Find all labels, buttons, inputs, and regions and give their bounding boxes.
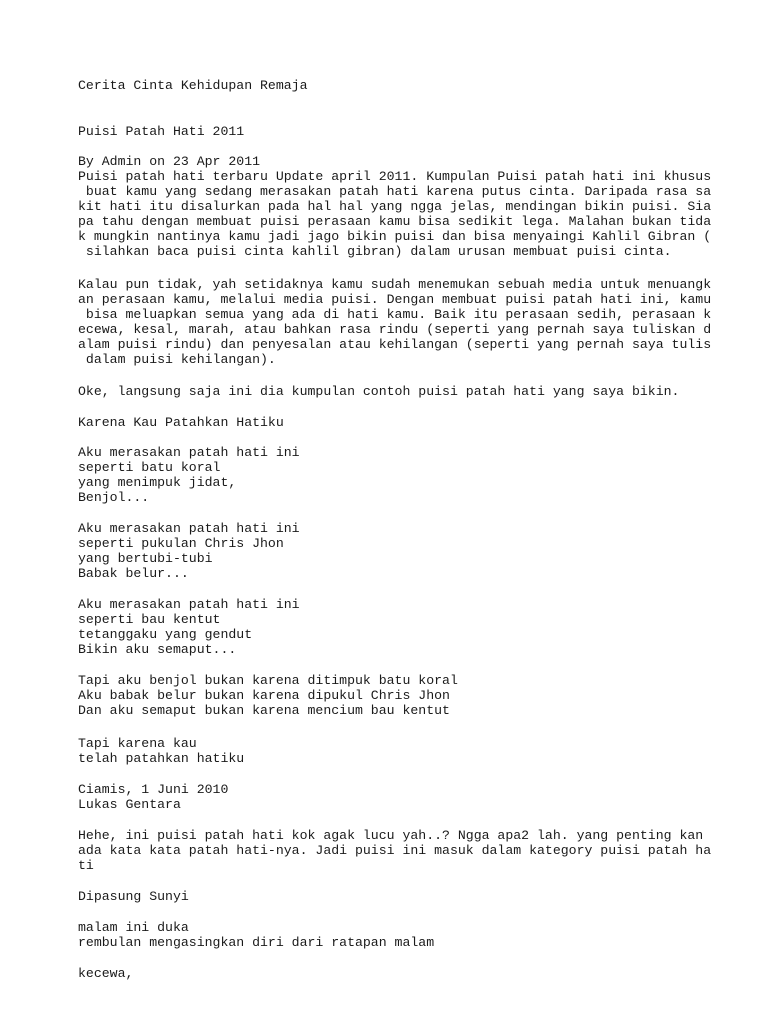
text-line: seperti bau kentut bbox=[78, 612, 221, 627]
text-line: By Admin on 23 Apr 2011 bbox=[78, 154, 261, 169]
text-line: yang menimpuk jidat, bbox=[78, 475, 237, 490]
text-line: Aku merasakan patah hati ini bbox=[78, 597, 300, 612]
text-line: k mungkin nantinya kamu jadi jago bikin puisi dan bisa menyaingi Kahlil Gibran ( bbox=[78, 229, 712, 244]
text-line: Tapi karena kau bbox=[78, 736, 197, 751]
text-line: ecewa, kesal, marah, atau bahkan rasa rindu (seperti yang pernah saya tuliskan d bbox=[78, 322, 712, 337]
text-line: ada kata kata patah hati-nya. Jadi puisi ini masuk dalam kategory puisi patah ha bbox=[78, 843, 712, 858]
text-line: ti bbox=[78, 858, 94, 873]
text-line: Aku merasakan patah hati ini bbox=[78, 445, 300, 460]
text-line: Ciamis, 1 Juni 2010 bbox=[78, 782, 229, 797]
text-line: Aku merasakan patah hati ini bbox=[78, 521, 300, 536]
text-line: Karena Kau Patahkan Hatiku bbox=[78, 415, 284, 430]
text-line: dalam puisi kehilangan). bbox=[78, 352, 276, 367]
text-line: kecewa, bbox=[78, 966, 134, 981]
text-line: Kalau pun tidak, yah setidaknya kamu sudah menemukan sebuah media untuk menuangk bbox=[78, 277, 712, 292]
text-line: Benjol... bbox=[78, 490, 150, 505]
text-line: kit hati itu disalurkan pada hal hal yang ngga jelas, mendingan bikin puisi. Sia bbox=[78, 199, 712, 214]
text-line: Puisi Patah Hati 2011 bbox=[78, 124, 245, 139]
text-line: rembulan mengasingkan diri dari ratapan malam bbox=[78, 935, 435, 950]
text-line: Dipasung Sunyi bbox=[78, 889, 189, 904]
text-line: bisa meluapkan semua yang ada di hati kamu. Baik itu perasaan sedih, perasaan k bbox=[78, 307, 712, 322]
text-line: Tapi aku benjol bukan karena ditimpuk batu koral bbox=[78, 673, 458, 688]
text-line: yang bertubi-tubi bbox=[78, 551, 213, 566]
text-line: Bikin aku semaput... bbox=[78, 642, 237, 657]
text-line: Oke, langsung saja ini dia kumpulan contoh puisi patah hati yang saya bikin. bbox=[78, 384, 680, 399]
text-line: seperti batu koral bbox=[78, 460, 221, 475]
text-line: Babak belur... bbox=[78, 566, 189, 581]
text-line: Aku babak belur bukan karena dipukul Chris Jhon bbox=[78, 688, 450, 703]
text-line: an perasaan kamu, melalui media puisi. Dengan membuat puisi patah hati ini, kamu bbox=[78, 292, 712, 307]
text-line: Lukas Gentara bbox=[78, 797, 181, 812]
text-line: buat kamu yang sedang merasakan patah hati karena putus cinta. Daripada rasa sa bbox=[78, 184, 712, 199]
text-line: Cerita Cinta Kehidupan Remaja bbox=[78, 78, 308, 93]
text-line: Dan aku semaput bukan karena mencium bau kentut bbox=[78, 703, 450, 718]
text-line: malam ini duka bbox=[78, 920, 189, 935]
text-line: telah patahkan hatiku bbox=[78, 751, 245, 766]
text-line: pa tahu dengan membuat puisi perasaan kamu bisa sedikit lega. Malahan bukan tida bbox=[78, 214, 712, 229]
text-line: alam puisi rindu) dan penyesalan atau kehilangan (seperti yang pernah saya tulis bbox=[78, 337, 712, 352]
text-line: seperti pukulan Chris Jhon bbox=[78, 536, 284, 551]
text-line: Puisi patah hati terbaru Update april 2011. Kumpulan Puisi patah hati ini khusus bbox=[78, 169, 712, 184]
text-line: tetanggaku yang gendut bbox=[78, 627, 253, 642]
text-line: silahkan baca puisi cinta kahlil gibran) dalam urusan membuat puisi cinta. bbox=[78, 244, 672, 259]
text-line: Hehe, ini puisi patah hati kok agak lucu yah..? Ngga apa2 lah. yang penting kan bbox=[78, 828, 704, 843]
